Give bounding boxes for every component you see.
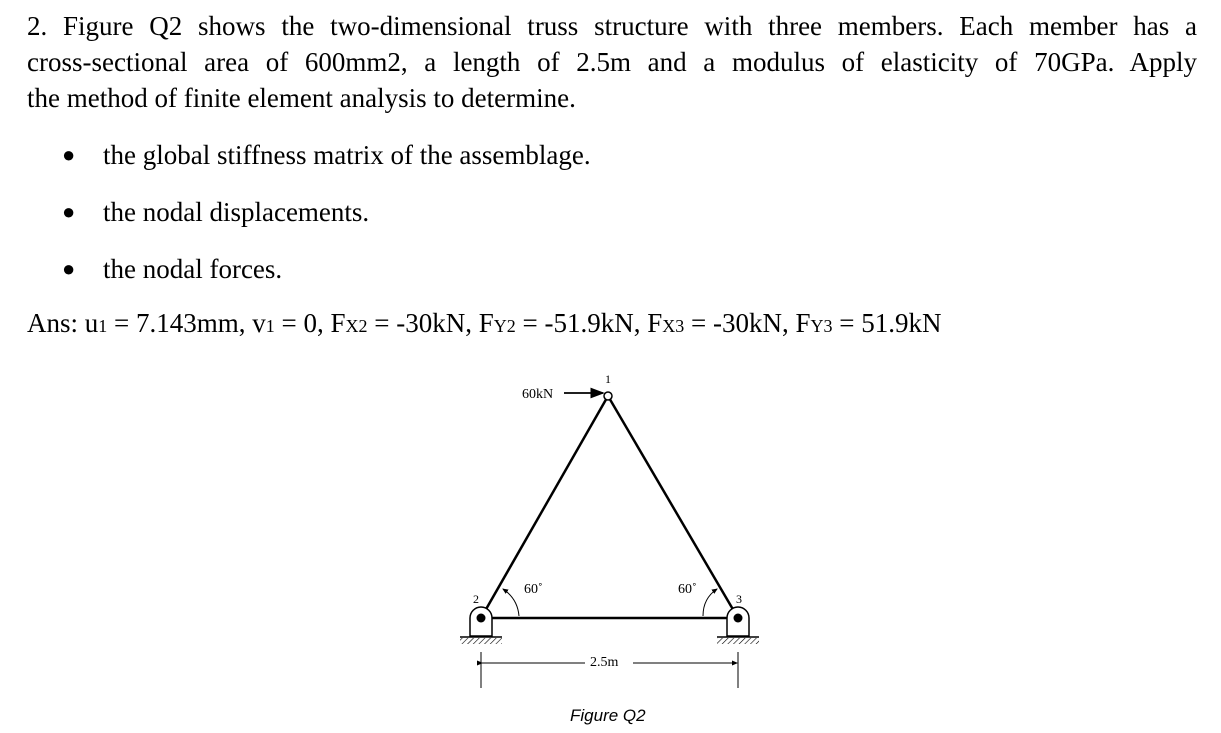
question-line-2: cross-sectional area of 600mm2, a length of 2.5m and a modulus of elasticity of 70GPa. Apply	[27, 47, 1197, 77]
pin-support-right-icon	[717, 607, 759, 644]
task-item	[62, 251, 591, 308]
figure-caption: Figure Q2	[570, 706, 646, 725]
truss-figure	[440, 360, 780, 733]
task-item	[62, 194, 591, 251]
question-line-3: the method of finite element analysis to determine.	[27, 83, 576, 113]
v1-value: = 0,	[274, 308, 331, 338]
fx3-subscript: X3	[662, 316, 685, 336]
member-1-3	[608, 396, 738, 618]
question-text	[27, 8, 1197, 116]
angle-right-label: 60˚	[678, 582, 697, 597]
node-1-pin	[604, 392, 612, 400]
angle-left-label: 60˚	[524, 582, 543, 597]
node-3-label: 3	[736, 592, 742, 606]
answer-prefix: Ans:	[27, 308, 85, 338]
fy2-symbol: F	[478, 308, 494, 338]
bullet-icon: ●	[62, 256, 76, 281]
question-line-1: 2. Figure Q2 shows the two-dimensional truss structure with three members. Each member has a	[27, 11, 1197, 41]
fy2-value: = -51.9kN,	[515, 308, 648, 338]
task-text: the nodal displacements.	[103, 197, 370, 227]
fy3-symbol: F	[795, 308, 811, 338]
load-label: 60kN	[522, 387, 554, 402]
pin-support-left-icon	[460, 607, 502, 644]
node-2-label: 2	[473, 592, 479, 606]
angle-arc-right	[703, 589, 717, 616]
fy2-subscript: Y2	[493, 316, 516, 336]
v1-subscript: 1	[265, 316, 275, 336]
fy3-subscript: Y3	[810, 316, 833, 336]
node-1-label: 1	[605, 372, 611, 386]
fx2-value: = -30kN,	[367, 308, 479, 338]
member-1-2	[481, 396, 608, 618]
u1-symbol: u	[84, 308, 99, 338]
u1-subscript: 1	[98, 316, 108, 336]
fy3-value: = 51.9kN	[832, 308, 942, 338]
span-label: 2.5m	[590, 655, 619, 670]
answer-line	[27, 305, 942, 344]
v1-symbol: v	[252, 308, 266, 338]
fx2-subscript: X2	[345, 316, 368, 336]
bullet-icon: ●	[62, 199, 76, 224]
u1-value: = 7.143mm,	[107, 308, 253, 338]
truss-diagram	[440, 360, 780, 733]
fx2-symbol: F	[330, 308, 346, 338]
fx3-symbol: F	[647, 308, 663, 338]
fx3-value: = -30kN,	[684, 308, 796, 338]
angle-arc-left	[503, 589, 519, 616]
task-text: the nodal forces.	[103, 254, 283, 284]
task-text: the global stiffness matrix of the assemblage.	[103, 140, 591, 170]
task-list	[62, 137, 591, 308]
task-item	[62, 137, 591, 194]
bullet-icon: ●	[62, 142, 76, 167]
